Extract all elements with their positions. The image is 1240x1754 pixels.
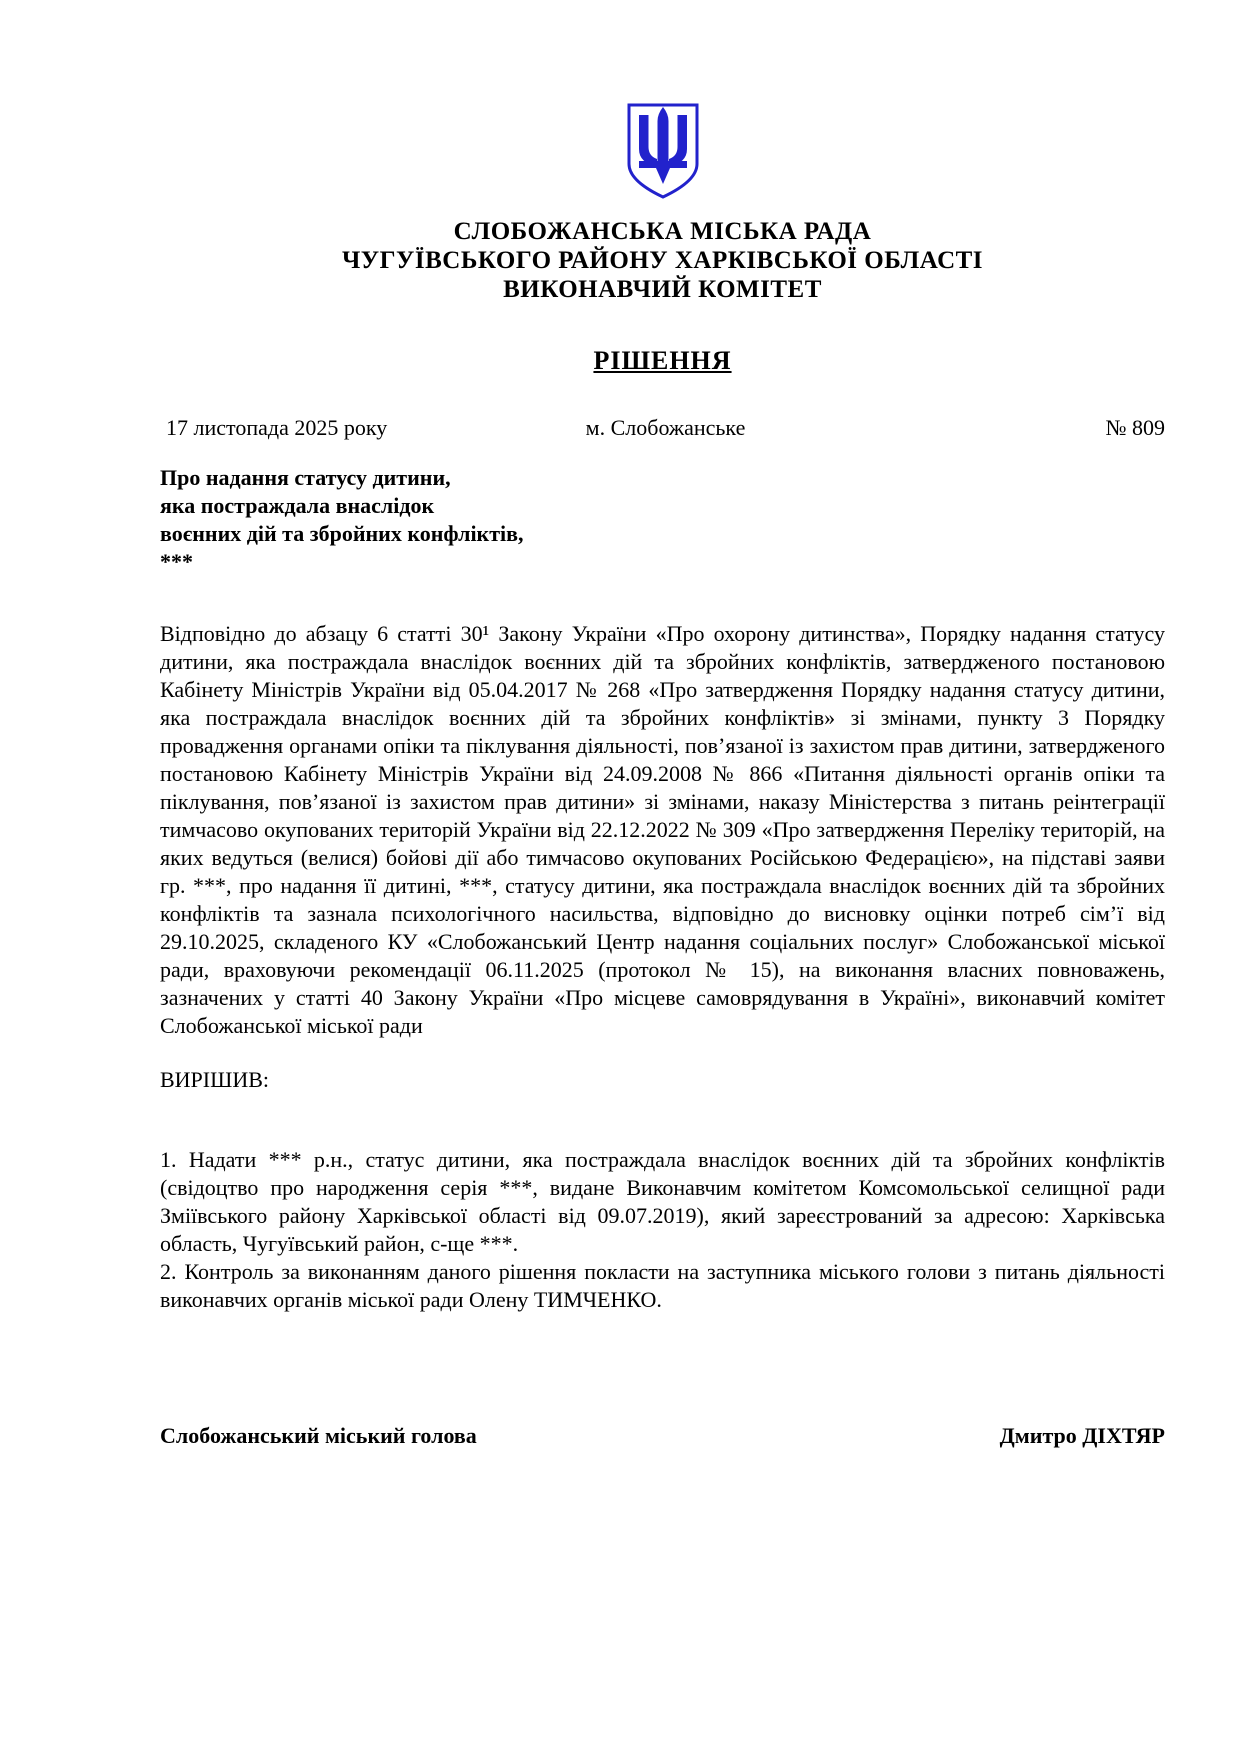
subject-line-2: яка постраждала внаслідок — [160, 493, 435, 518]
ukraine-trident-emblem-icon — [626, 102, 700, 200]
meta-row — [160, 414, 1165, 442]
decision-item-2: 2. Контроль за виконанням даного рішення покласти на заступника міського голови з питань діяльності виконавчих органів міської ради Олену ТИМЧЕНКО. — [160, 1259, 1165, 1312]
subject-line-1: Про надання статусу дитини, — [160, 465, 451, 490]
preamble-paragraph: Відповідно до абзацу 6 статті 30¹ Закону України «Про охорону дитинства», Порядку надання статусу дитини, яка постраждала внаслідок воєнних дій та збройних конфліктів, затвердженого постановою Кабінету Міністрів України від 05.04.2017 № 268 «Про затвердження Порядку надання статусу дитини, яка постраждала внаслідок воєнних дій та збройних конфліктів» зі змінами, пункту 3 Порядку провадження органами опіки та піклування діяльності, пов’язаної із захистом прав дитини, затвердженого постановою Кабінету Міністрів України від 24.09.2008 № 866 «Питання діяльності органів опіки та піклування, пов’язаної із захистом прав дитини» зі змінами, наказу Міністерства з питань реінтеграції тимчасово окупованих територій України від 22.12.2022 № 309 «Про затвердження Переліку територій, на яких ведуться (велися) бойові дії або тимчасово окупованих Російською Федерацією», на підставі заяви гр. ***, про надання її дитині, ***, статусу дитини, яка постраждала внаслідок воєнних дій та збройних конфліктів та зазнала психологічного насильства, відповідно до висновку оцінки потреб сім’ї від 29.10.2025, складеного КУ «Слобожанський Центр надання соціальних послуг» Слобожанської міської ради, враховуючи рекомендації 06.11.2025 (протокол № 15), на виконання власних повноважень, зазначених у статті 40 Закону України «Про місцеве самоврядування в Україні», виконавчий комітет Слобожанської міської ради — [160, 621, 1165, 1038]
org-name-line-3: ВИКОНАВЧИЙ КОМІТЕТ — [503, 276, 822, 303]
subject-block — [160, 464, 1165, 576]
subject-line-4: *** — [160, 549, 193, 574]
document-header — [160, 102, 1165, 376]
document-type-title: РІШЕННЯ — [593, 346, 732, 375]
decision-date: 17 листопада 2025 року — [166, 415, 388, 440]
org-name-line-1: СЛОБОЖАНСЬКА МІСЬКА РАДА — [453, 218, 872, 245]
decision-number: № 809 — [1105, 415, 1166, 440]
resolved-heading: ВИРІШИВ: — [160, 1067, 269, 1092]
signature-position: Слобожанський міський голова — [160, 1423, 477, 1448]
decision-item-1: 1. Надати *** р.н., статус дитини, яка постраждала внаслідок воєнних дій та збройних конфліктів (свідоцтво про народження серія ***, видане Виконавчим комітетом Комсомольської селищної ради Зміївського району Харківської області від 09.07.2019), який зареєстрований за адресою: Харківська область, Чугуївський район, с-ще ***. — [160, 1147, 1165, 1256]
decision-items — [160, 1146, 1165, 1314]
decision-place: м. Слобожанське — [585, 415, 746, 440]
org-name-line-2: ЧУГУЇВСЬКОГО РАЙОНУ ХАРКІВСЬКОЇ ОБЛАСТІ — [341, 247, 984, 274]
subject-line-3: воєнних дій та збройних конфліктів, — [160, 521, 524, 546]
signature-name: Дмитро ДІХТЯР — [999, 1423, 1165, 1448]
signature-row — [160, 1422, 1165, 1450]
